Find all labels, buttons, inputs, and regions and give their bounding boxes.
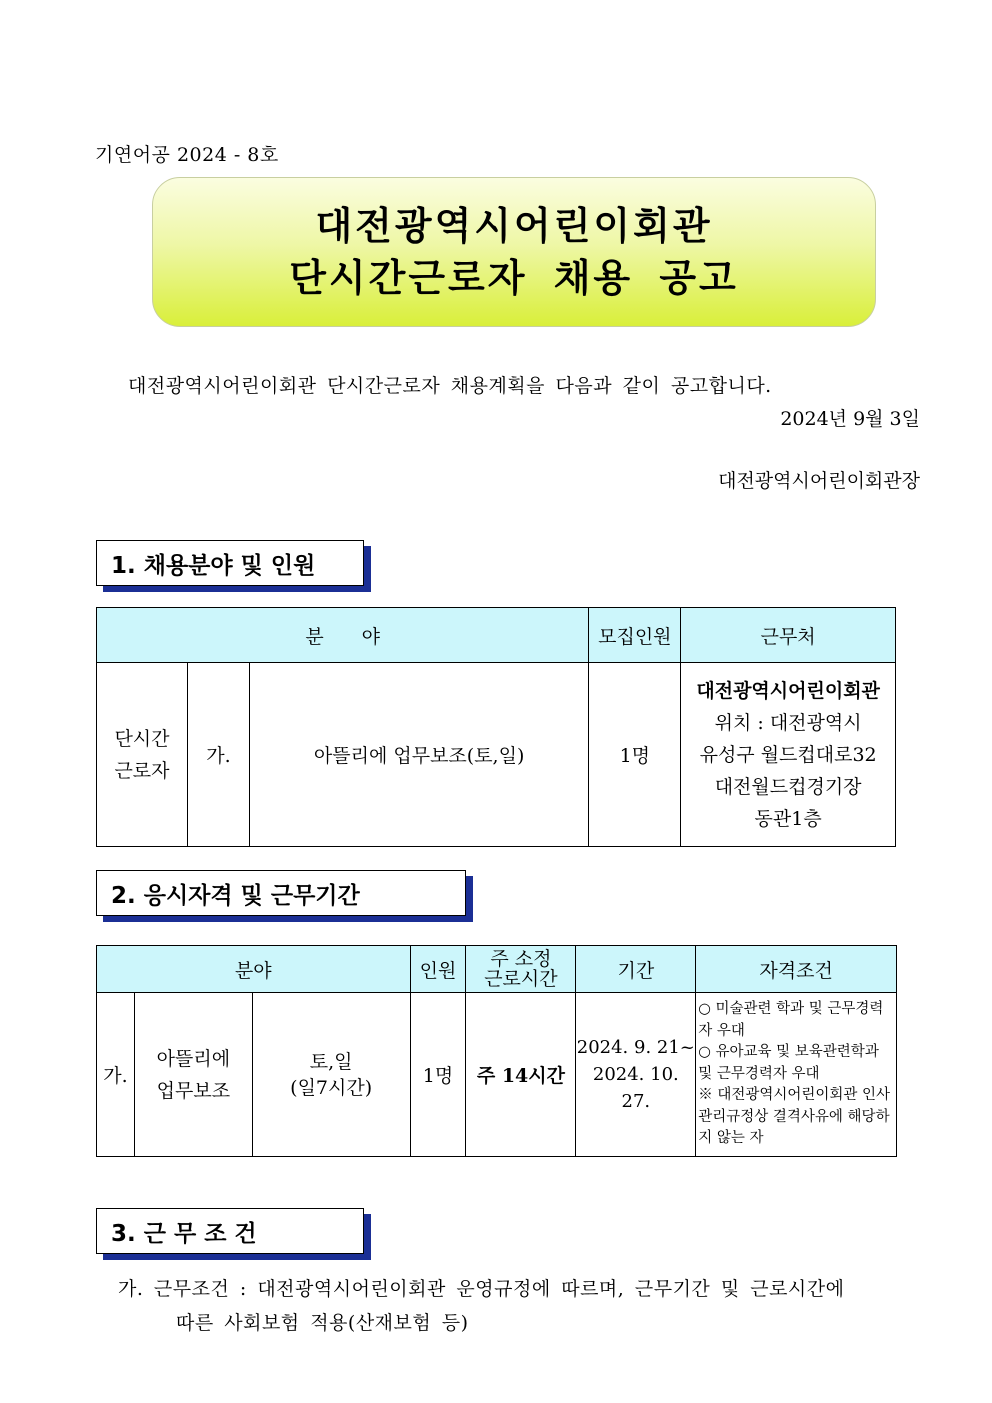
title-banner <box>152 177 876 327</box>
header-count: 인원 <box>410 946 466 993</box>
title-line-2: 단시간근로자 채용 공고 <box>289 256 739 300</box>
issuer: 대전광역시어린이회관장 <box>718 470 920 492</box>
qualification-2: ○ 유아교육 및 보육관련학과 및 근무경력자 우대 <box>698 1044 879 1082</box>
qualification-1: ○ 미술관련 학과 및 근무경력자 우대 <box>698 1001 884 1039</box>
header-workplace: 근무처 <box>681 608 896 663</box>
qualification-table <box>96 945 897 1157</box>
workplace-location-4: 동관1층 <box>754 807 822 830</box>
workplace-location-3: 대전월드컵경기장 <box>714 775 862 798</box>
section1-heading: 1. 채용분야 및 인원 <box>96 540 364 586</box>
cell-workplace <box>681 663 896 847</box>
section3-heading: 3. 근 무 조 건 <box>96 1208 364 1254</box>
header-count: 모집인원 <box>589 608 681 663</box>
header-period: 기간 <box>576 946 696 993</box>
section2-heading: 2. 응시자격 및 근무기간 <box>96 870 466 916</box>
cell-index: 가. <box>97 993 135 1157</box>
header-qualification: 자격조건 <box>696 946 897 993</box>
work-conditions-line-2: 따른 사회보험 적용(산재보험 등) <box>176 1312 469 1334</box>
cell-count: 1명 <box>410 993 466 1157</box>
recruitment-table <box>96 607 896 847</box>
title-line-1: 대전광역시어린이회관 <box>315 204 713 248</box>
cell-hours: 주 14시간 <box>466 993 576 1157</box>
cell-index: 가. <box>187 663 249 847</box>
cell-period: 2024. 9. 21~ 2024. 10. 27. <box>576 993 696 1157</box>
workplace-name: 대전광역시어린이회관 <box>696 679 880 702</box>
announcement-date: 2024년 9월 3일 <box>780 408 920 430</box>
header-field: 분야 <box>97 946 411 993</box>
header-hours: 주 소정 근로시간 <box>466 946 576 993</box>
cell-count: 1명 <box>589 663 681 847</box>
cell-days: 토,일 (일7시간) <box>252 993 410 1157</box>
qualification-3: ※ 대전광역시어린이회관 인사관리규정상 결격사유에 해당하지 않는 자 <box>698 1087 891 1147</box>
document-number: 기연어공 2024 - 8호 <box>95 144 279 166</box>
work-conditions <box>118 1272 928 1340</box>
header-field: 분 야 <box>97 608 589 663</box>
intro-text: 대전광역시어린이회관 단시간근로자 채용계획을 다음과 같이 공고합니다. <box>128 375 772 397</box>
work-conditions-line-1: 가. 근무조건 : 대전광역시어린이회관 운영규정에 따르며, 근무기간 및 근로시간에 <box>118 1278 845 1300</box>
cell-job: 아뜰리에 업무보조(토,일) <box>249 663 589 847</box>
cell-job: 아뜰리에 업무보조 <box>134 993 252 1157</box>
cell-qualification <box>696 993 897 1157</box>
workplace-location-1: 위치 : 대전광역시 <box>714 711 862 734</box>
cell-category: 단시간 근로자 <box>97 663 188 847</box>
workplace-location-2: 유성구 월드컵대로32 <box>699 743 877 766</box>
